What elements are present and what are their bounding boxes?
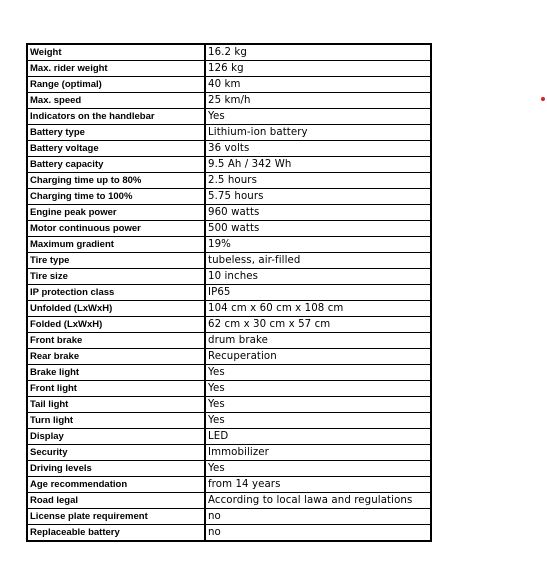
spec-label: Max. speed xyxy=(27,93,205,109)
table-row xyxy=(27,461,431,477)
spec-label: Tire type xyxy=(27,253,205,269)
spec-label: Engine peak power xyxy=(27,205,205,221)
table-row xyxy=(27,269,431,285)
spec-value: 126 kg xyxy=(205,61,431,77)
spec-value: no xyxy=(205,525,431,542)
spec-value: drum brake xyxy=(205,333,431,349)
spec-value: Recuperation xyxy=(205,349,431,365)
spec-label: Road legal xyxy=(27,493,205,509)
spec-label: Weight xyxy=(27,44,205,61)
spec-label: Unfolded (LxWxH) xyxy=(27,301,205,317)
table-row xyxy=(27,189,431,205)
spec-label: Front brake xyxy=(27,333,205,349)
spec-label: IP protection class xyxy=(27,285,205,301)
table-row xyxy=(27,205,431,221)
spec-label: Display xyxy=(27,429,205,445)
spec-label: Motor continuous power xyxy=(27,221,205,237)
spec-value: Yes xyxy=(205,397,431,413)
spec-label: Brake light xyxy=(27,365,205,381)
spec-table-body xyxy=(27,44,431,541)
spec-label: Driving levels xyxy=(27,461,205,477)
table-row xyxy=(27,381,431,397)
spec-value: Yes xyxy=(205,109,431,125)
table-row xyxy=(27,44,431,61)
spec-value: 9.5 Ah / 342 Wh xyxy=(205,157,431,173)
red-dot-marker xyxy=(541,97,545,101)
spec-value: 36 volts xyxy=(205,141,431,157)
spec-value: LED xyxy=(205,429,431,445)
table-row xyxy=(27,349,431,365)
spec-value: IP65 xyxy=(205,285,431,301)
table-row xyxy=(27,141,431,157)
spec-value: tubeless, air-filled xyxy=(205,253,431,269)
table-row xyxy=(27,77,431,93)
spec-label: Range (optimal) xyxy=(27,77,205,93)
spec-value: 16.2 kg xyxy=(205,44,431,61)
table-row xyxy=(27,285,431,301)
spec-value: 960 watts xyxy=(205,205,431,221)
spec-label: Turn light xyxy=(27,413,205,429)
table-row xyxy=(27,493,431,509)
spec-label: Security xyxy=(27,445,205,461)
table-row xyxy=(27,125,431,141)
spec-value: 500 watts xyxy=(205,221,431,237)
spec-label: Age recommendation xyxy=(27,477,205,493)
table-row xyxy=(27,109,431,125)
spec-value: from 14 years xyxy=(205,477,431,493)
spec-value: 2.5 hours xyxy=(205,173,431,189)
spec-table xyxy=(26,43,432,542)
table-row xyxy=(27,429,431,445)
spec-value: Lithium-ion battery xyxy=(205,125,431,141)
spec-label: Maximum gradient xyxy=(27,237,205,253)
spec-value: 62 cm x 30 cm x 57 cm xyxy=(205,317,431,333)
table-row xyxy=(27,365,431,381)
spec-label: Replaceable battery xyxy=(27,525,205,542)
spec-label: Indicators on the handlebar xyxy=(27,109,205,125)
table-row xyxy=(27,253,431,269)
spec-label: Rear brake xyxy=(27,349,205,365)
spec-value: Yes xyxy=(205,413,431,429)
table-row xyxy=(27,509,431,525)
table-row xyxy=(27,413,431,429)
table-row xyxy=(27,317,431,333)
table-row xyxy=(27,397,431,413)
spec-label: Front light xyxy=(27,381,205,397)
spec-value: 10 inches xyxy=(205,269,431,285)
spec-label: Max. rider weight xyxy=(27,61,205,77)
spec-value: 25 km/h xyxy=(205,93,431,109)
table-row xyxy=(27,445,431,461)
spec-label: License plate requirement xyxy=(27,509,205,525)
spec-label: Tail light xyxy=(27,397,205,413)
table-row xyxy=(27,61,431,77)
spec-value: 5.75 hours xyxy=(205,189,431,205)
spec-label: Tire size xyxy=(27,269,205,285)
table-row xyxy=(27,237,431,253)
spec-label: Battery type xyxy=(27,125,205,141)
spec-value: 19% xyxy=(205,237,431,253)
spec-value: Immobilizer xyxy=(205,445,431,461)
spec-label: Charging time to 100% xyxy=(27,189,205,205)
spec-label: Charging time up to 80% xyxy=(27,173,205,189)
table-row xyxy=(27,157,431,173)
spec-value: no xyxy=(205,509,431,525)
table-row xyxy=(27,221,431,237)
table-row xyxy=(27,477,431,493)
spec-label: Folded (LxWxH) xyxy=(27,317,205,333)
spec-value: 104 cm x 60 cm x 108 cm xyxy=(205,301,431,317)
table-row xyxy=(27,173,431,189)
table-row xyxy=(27,93,431,109)
spec-label: Battery voltage xyxy=(27,141,205,157)
spec-label: Battery capacity xyxy=(27,157,205,173)
spec-value: 40 km xyxy=(205,77,431,93)
spec-value: Yes xyxy=(205,381,431,397)
table-row xyxy=(27,333,431,349)
table-row xyxy=(27,525,431,542)
spec-value: Yes xyxy=(205,461,431,477)
table-row xyxy=(27,301,431,317)
spec-value: According to local lawa and regulations xyxy=(205,493,431,509)
spec-value: Yes xyxy=(205,365,431,381)
